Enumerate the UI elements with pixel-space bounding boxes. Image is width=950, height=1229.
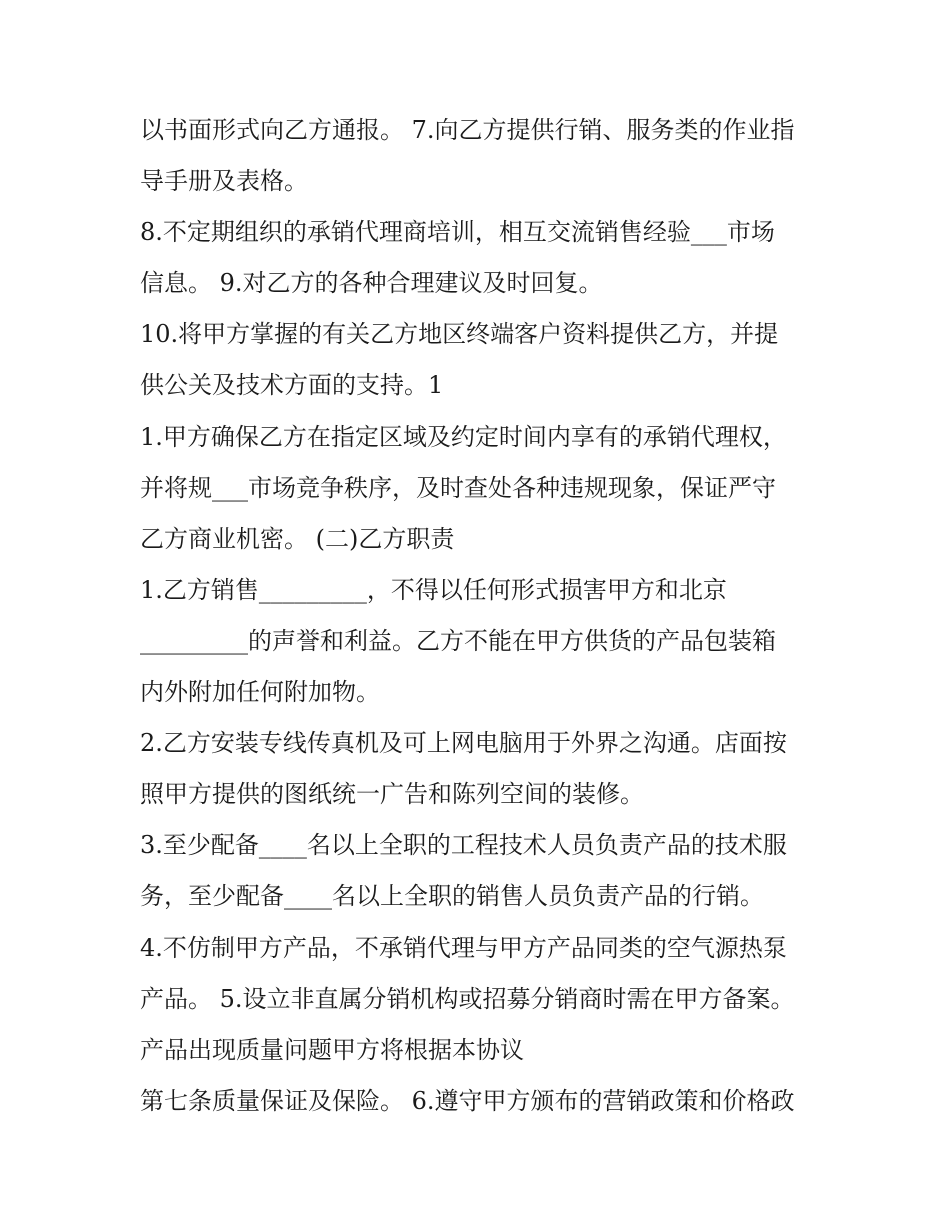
text-line-18: 产品。 5.设立非直属分销机构或招募分销商时需在甲方备案。 <box>140 984 795 1013</box>
text-line-4: 信息。 9.对乙方的各种合理建议及时回复。 <box>140 269 603 298</box>
text-line-9: 乙方商业机密。 (二)乙方职责 <box>140 524 455 553</box>
text-line-19: 产品出现质量问题甲方将根据本协议 <box>140 1035 524 1064</box>
text-line-13: 2.乙方安装专线传真机及可上网电脑用于外界之沟通。店面按 <box>140 729 787 758</box>
text-line-3: 8.不定期组织的承销代理商培训，相互交流销售经验___市场 <box>140 218 775 247</box>
text-line-14: 照甲方提供的图纸统一广告和陈列空间的装修。 <box>140 780 644 809</box>
text-line-5: 10.将甲方掌握的有关乙方地区终端客户资料提供乙方，并提 <box>140 320 779 349</box>
text-line-10: 1.乙方销售_________，不得以任何形式损害甲方和北京 <box>140 575 727 604</box>
text-line-6: 供公关及技术方面的支持。1 <box>140 371 444 400</box>
text-line-17: 4.不仿制甲方产品，不承销代理与甲方产品同类的空气源热泵 <box>140 933 787 962</box>
text-line-1: 以书面形式向乙方通报。 7.向乙方提供行销、服务类的作业指 <box>140 116 795 144</box>
text-line-20: 第七条质量保证及保险。 6.遵守甲方颁布的营销政策和价格政 <box>140 1086 795 1115</box>
text-line-7: 1.甲方确保乙方在指定区域及约定时间内享有的承销代理权， <box>140 422 787 451</box>
text-line-8: 并将规___市场竞争秩序，及时查处各种违规现象，保证严守 <box>140 473 776 502</box>
contract-text-body <box>140 105 830 1127</box>
text-line-11: _________的声誉和利益。乙方不能在甲方供货的产品包装箱 <box>140 626 776 655</box>
text-line-12: 内外附加任何附加物。 <box>140 678 380 707</box>
text-line-15: 3.至少配备____名以上全职的工程技术人员负责产品的技术服 <box>140 831 787 860</box>
text-line-2: 导手册及表格。 <box>140 167 308 196</box>
text-line-16: 务，至少配备____名以上全职的销售人员负责产品的行销。 <box>140 882 764 911</box>
